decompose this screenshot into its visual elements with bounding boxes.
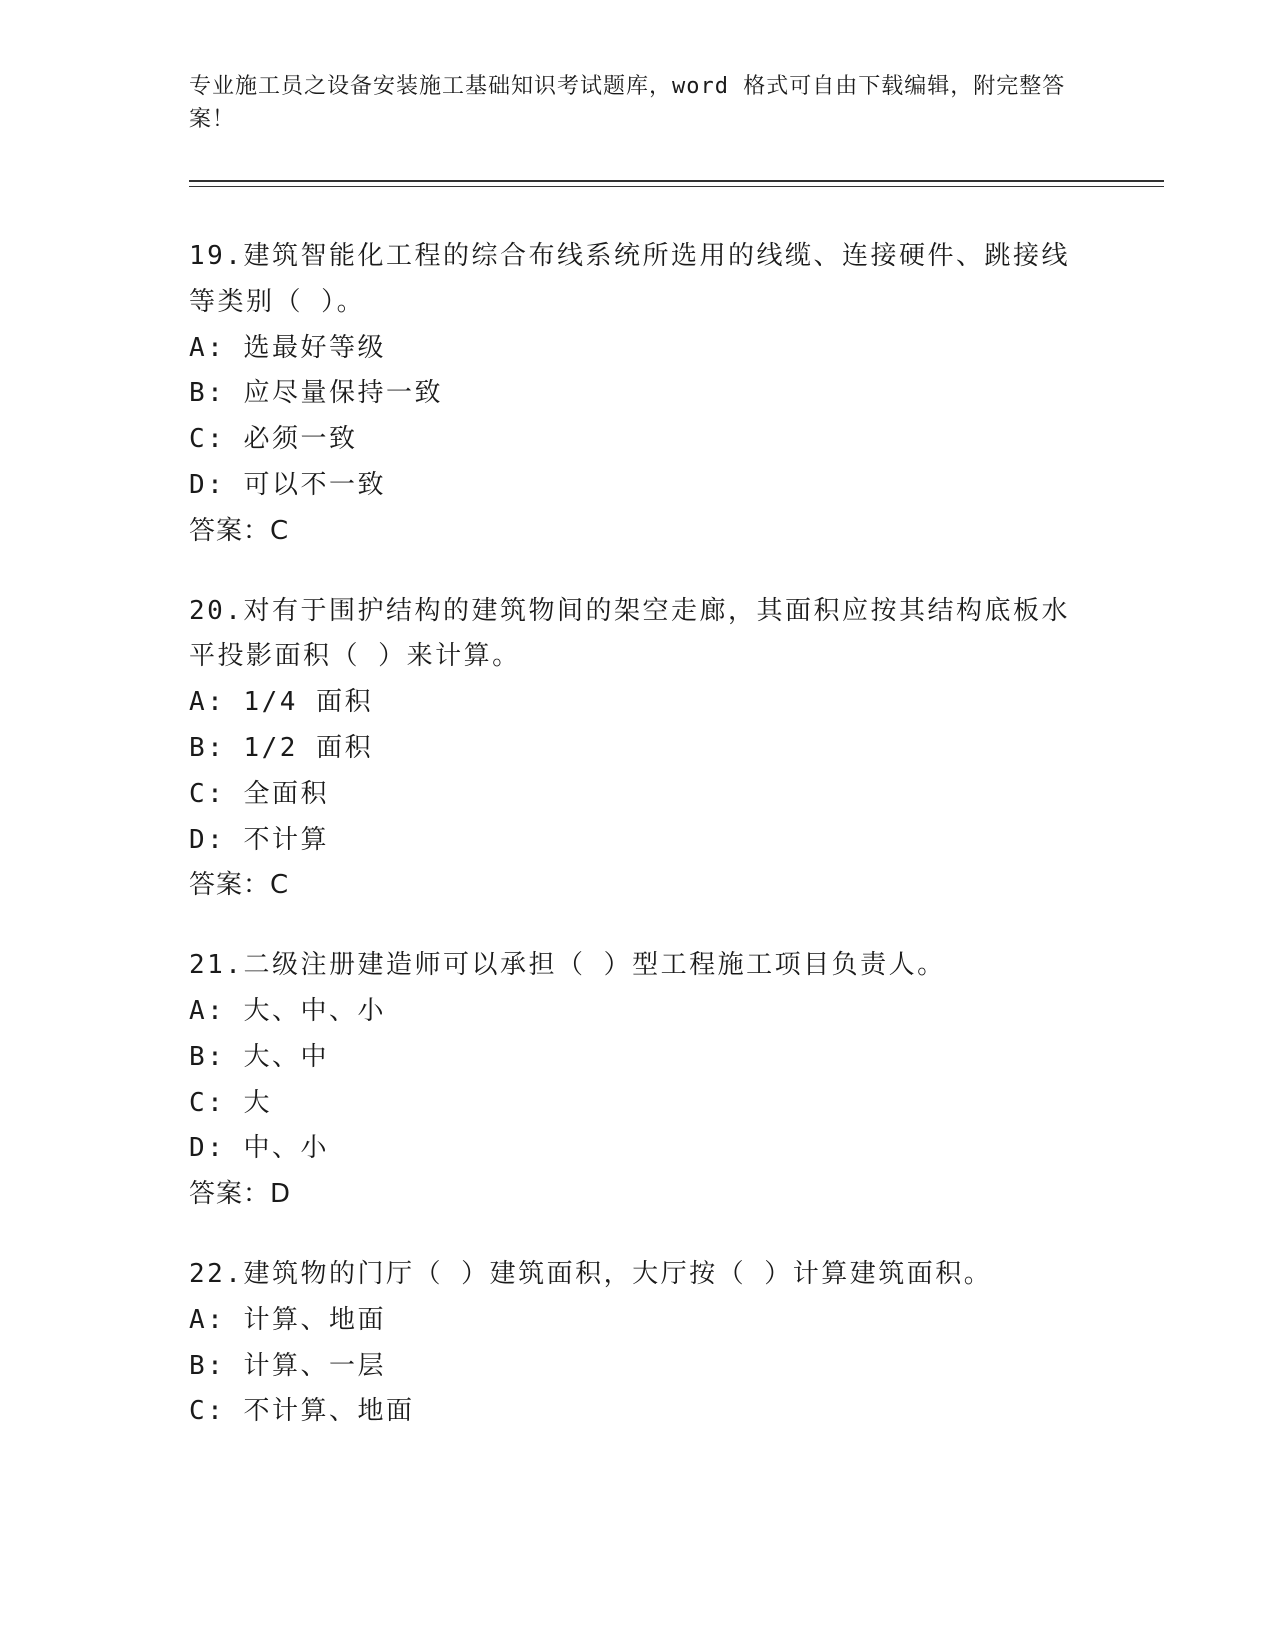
option-b: B: 大、中 bbox=[189, 1041, 329, 1072]
answer: 答案：C bbox=[189, 870, 290, 901]
answer: 答案：D bbox=[189, 1179, 292, 1210]
option-c: C: 必须一致 bbox=[189, 424, 358, 455]
option-d: D: 不计算 bbox=[189, 824, 329, 855]
answer: 答案：C bbox=[189, 515, 290, 546]
question-stem: 20.对有于围护结构的建筑物间的架空走廊，其面积应按其结构底板水平投影面积（ ）来计算。 bbox=[189, 595, 1070, 672]
option-d: D: 可以不一致 bbox=[189, 469, 386, 500]
header-rule-thin bbox=[189, 186, 1164, 187]
question-stem: 22.建筑物的门厅（ ）建筑面积，大厅按（ ）计算建筑面积。 bbox=[189, 1258, 993, 1289]
option-c: C: 全面积 bbox=[189, 778, 329, 809]
option-b: B: 应尽量保持一致 bbox=[189, 378, 443, 409]
option-a: A: 大、中、小 bbox=[189, 995, 386, 1026]
question-stem: 21.二级注册建造师可以承担（ ）型工程施工项目负责人。 bbox=[189, 950, 946, 981]
question-stem: 19.建筑智能化工程的综合布线系统所选用的线缆、连接硬件、跳接线等类别（ ）。 bbox=[189, 241, 1070, 317]
option-a: A: 选最好等级 bbox=[189, 332, 386, 363]
option-a: A: 计算、地面 bbox=[189, 1304, 386, 1335]
question-20 bbox=[189, 589, 1089, 910]
option-d: D: 中、小 bbox=[189, 1133, 329, 1164]
question-list bbox=[189, 234, 1089, 1469]
question-22 bbox=[189, 1252, 1089, 1435]
option-a: A: 1/4 面积 bbox=[189, 687, 374, 718]
document-header: 专业施工员之设备安装施工基础知识考试题库，word 格式可自由下载编辑，附完整答案！ bbox=[189, 74, 1066, 132]
option-b: B: 1/2 面积 bbox=[189, 732, 374, 763]
question-21 bbox=[189, 943, 1089, 1218]
option-c: C: 大 bbox=[189, 1087, 272, 1118]
header-rule-thick bbox=[189, 180, 1164, 182]
question-19 bbox=[189, 234, 1089, 555]
option-b: B: 计算、一层 bbox=[189, 1350, 386, 1381]
option-c: C: 不计算、地面 bbox=[189, 1396, 415, 1427]
